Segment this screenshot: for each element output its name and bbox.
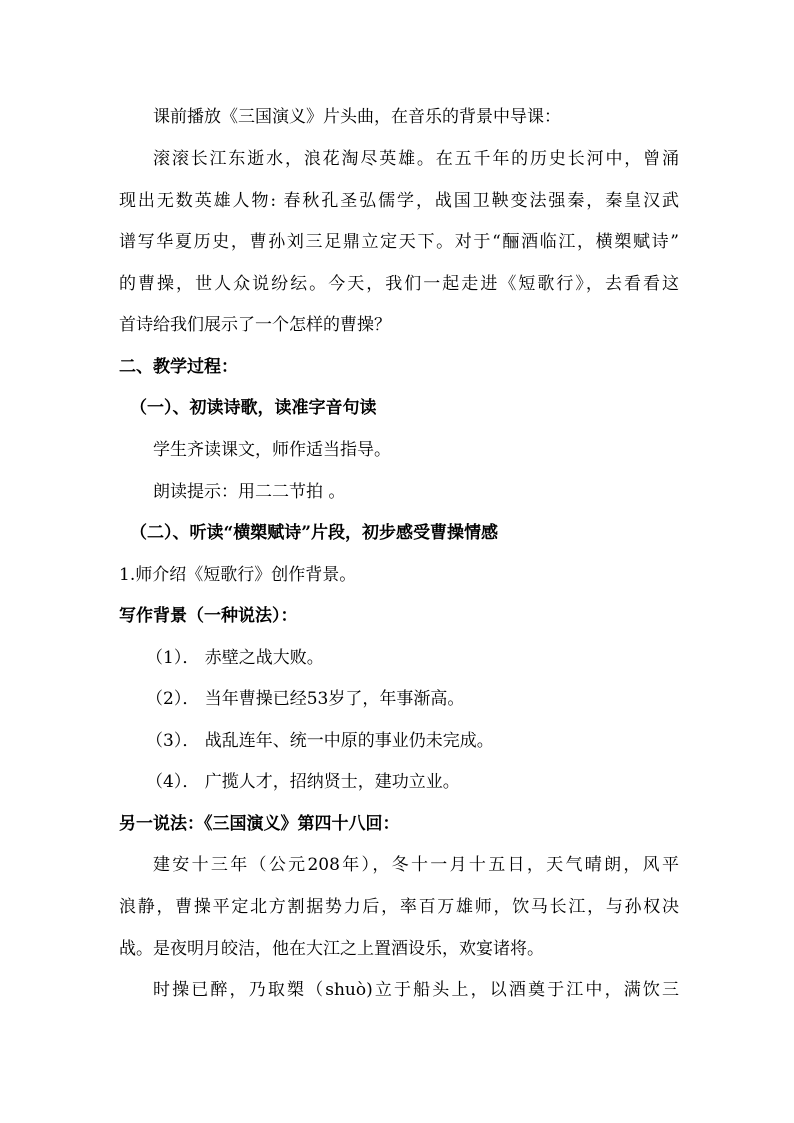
paragraph-line: 朗读提示：用二二节拍 。 (153, 482, 346, 502)
background-item: （1）． 赤壁之战大败。 (146, 648, 324, 668)
paragraph-line: 学生齐读课文，师作适当指导。 (153, 440, 391, 460)
paragraph-line: 现出无数英雄人物: 春秋孔圣弘儒学，战国卫鞅变法强秦，秦皇汉武 (119, 191, 679, 211)
background-item: （3）． 战乱连年、统一中原的事业仍未完成。 (146, 731, 494, 751)
paragraph-line: 首诗给我们展示了一个怎样的曹操？ (119, 315, 391, 335)
numbered-item: 1.师介绍《短歌行》创作背景。 (119, 565, 357, 585)
subsection-heading: （一）、初读诗歌，读准字音句读 (130, 398, 377, 418)
paragraph-line: 战。是夜明月皎洁，他在大江之上置酒设乐，欢宴诸将。 (119, 939, 544, 959)
paragraph-line: 浪静，曹操平定北方割据势力后，率百万雄师，饮马长江，与孙权决 (119, 897, 679, 917)
paragraph-line: 谱写华夏历史，曹孙刘三足鼎立定天下。对于“酾酒临江，横槊赋诗” (119, 232, 679, 252)
subsection-heading: （二）、听读“横槊赋诗”片段，初步感受曹操情感 (130, 523, 499, 543)
subheading-background: 写作背景（一种说法）： (119, 606, 298, 626)
paragraph-line: 时操已醉，乃取槊（shuò)立于船头上，以酒奠于江中，满饮三 (153, 980, 679, 1000)
paragraph-line: 滚滚长江东逝水，浪花淘尽英雄。在五千年的历史长河中，曾涌 (153, 149, 679, 169)
intro-line: 课前播放《三国演义》片头曲，在音乐的背景中导课： (153, 107, 561, 127)
paragraph-line: 的曹操，世人众说纷纭。今天，我们一起走进《短歌行》，去看看这 (119, 274, 679, 294)
subheading-other: 另一说法：《三国演义》第四十八回： (119, 814, 400, 834)
background-item: （2）． 当年曹操已经53岁了，年事渐高。 (146, 689, 465, 709)
paragraph-line: 建安十三年（公元208年），冬十一月十五日，天气晴朗，风平 (153, 855, 679, 875)
section-heading: 二、教学过程： (119, 357, 238, 377)
background-item: （4）． 广揽人才，招纳贤士，建功立业。 (146, 772, 460, 792)
